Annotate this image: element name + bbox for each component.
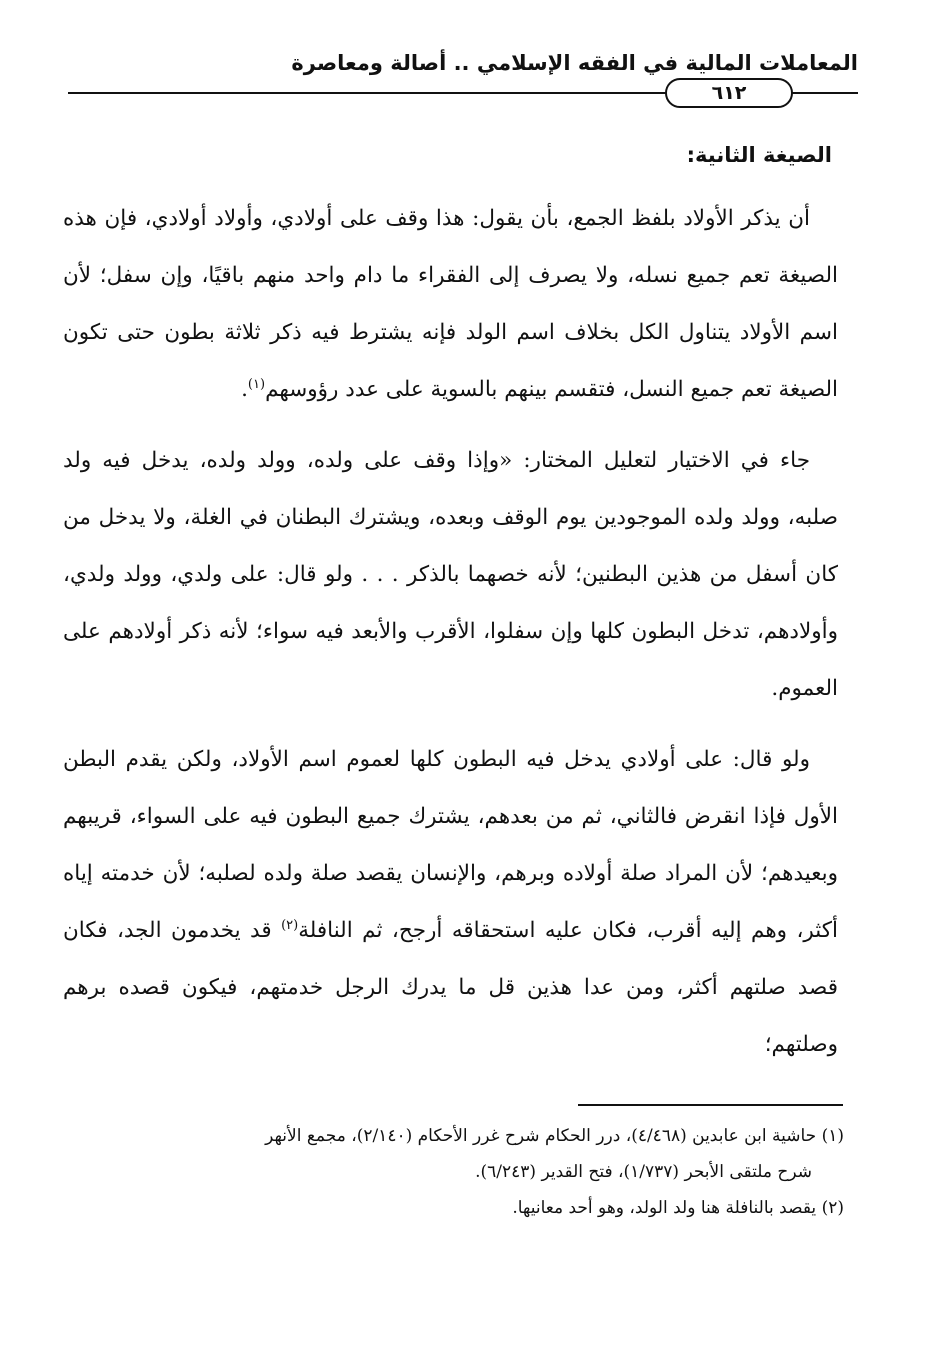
paragraph-line: يشترط فيه ذكر ثلاثة بطون حتى تكون الصيغة تعم جميع النسل، فتقسم بينهم (63, 320, 838, 402)
paragraph-line: الأقرب والأبعد فيه سواء؛ لأنه ذكر أولادهم على العموم. (63, 619, 838, 701)
footnote-marker: (٢) (821, 1198, 844, 1218)
footnote-text: يقصد بالنافلة هنا ولد الولد، وهو أحد معانيها. (512, 1198, 817, 1218)
running-title: المعاملات المالية في الفقه الإسلامي .. أصالة ومعاصرة (291, 51, 858, 75)
page-number: ٦١٢ (665, 78, 793, 108)
paragraph-line: أن يذكر الأولاد بلفظ الجمع، بأن يقول: هذا وقف على أولادي، وأولاد (214, 206, 810, 231)
paragraph-line: أولادي، فإن هذه الصيغة تعم جميع نسله، ولا يصرف إلى الفقراء ما دام واحد (63, 206, 838, 288)
paragraph-line: استحقاقه أرجح، ثم النافلة (298, 918, 536, 943)
footnote-1 (64, 1118, 844, 1190)
paragraph-line: قد يخدمون الجد، فكان قصد صلتهم أكثر، (63, 918, 838, 1000)
footnote-separator (578, 1104, 843, 1106)
paragraph-line: بالسوية على عدد رؤوسهم (265, 377, 498, 402)
footnote-text: حاشية ابن عابدين (٤/٤٦٨)، درر الحكام شرح غرر الأحكام (٢/١٤٠)، مجمع الأنهر (265, 1126, 817, 1146)
footnote-ref-1[interactable]: (١) (247, 376, 266, 392)
section-heading: الصيغة الثانية: (686, 143, 832, 167)
paragraph-line: الغلة، ولا يدخل من كان أسفل من هذين البطنين؛ لأنه خصهما بالذكر . . . (63, 505, 838, 587)
paragraph-line: منهم باقيًا، وإن سفل؛ لأن اسم الأولاد يتناول الكل بخلاف اسم الولد فإنه (63, 263, 838, 345)
paragraph-2 (63, 432, 838, 717)
paragraph-line: يقدم البطن الأول فإذا انقرض فالثاني، ثم من بعدهم، يشترك جميع البطون (63, 747, 838, 829)
page-header (68, 45, 858, 104)
footnotes (64, 1118, 844, 1226)
footnote-marker: (١) (821, 1126, 844, 1146)
paragraph-3 (63, 731, 838, 1073)
paragraph-line: فيه على السواء، قريبهم وبعيدهم؛ لأن المراد صلة أولاده وبرهم، والإنسان (63, 804, 838, 886)
paragraph-line: جاء في الاختيار لتعليل المختار: «وإذا وقف على ولده، وولد ولده، يدخل (141, 448, 810, 473)
paragraph-line: ومن عدا هذين قل ما يدرك الرجل خدمتهم، فيكون قصده برهم وصلتهم؛ (63, 975, 838, 1057)
paragraph-1 (63, 190, 838, 418)
paragraph-line: يقصد صلة ولده لصلبه؛ لأن خدمته إياه أكثر، وهم إليه أقرب، فكان عليه (63, 861, 838, 943)
footnote-ref-2[interactable]: (٢) (281, 917, 299, 933)
main-content (63, 138, 838, 1087)
footnote-text: شرح ملتقى الأبحر (١/٧٣٧)، فتح القدير (٦/٢٤٣). (475, 1162, 812, 1182)
paragraph-line: ولو قال: على أولادي يدخل فيه البطون كلها لعموم اسم الأولاد، ولكن (176, 747, 810, 772)
paragraph-line: ولو قال: على ولدي، وولد ولدي، وأولادهم، تدخل البطون كلها وإن سفلوا، (63, 562, 838, 644)
footnote-2 (64, 1190, 844, 1226)
paragraph-line: فيه ولد صلبه، وولد ولده الموجودين يوم الوقف وبعده، ويشترك البطنان في (63, 448, 838, 530)
paragraph-tail: . (241, 377, 248, 402)
